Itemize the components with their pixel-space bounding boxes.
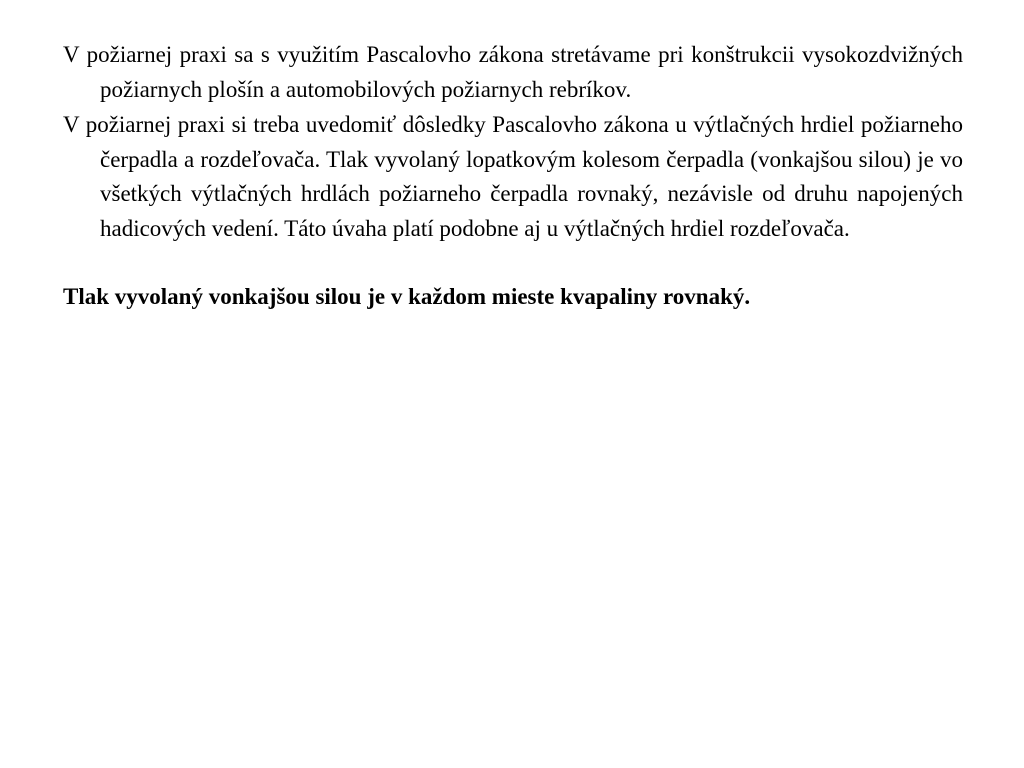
conclusion-statement: Tlak vyvolaný vonkajšou silou je v každom mieste kvapaliny rovnaký. bbox=[63, 283, 751, 309]
paragraph-pascal-platforms: V požiarnej praxi sa s využitím Pascalovho zákona stretávame pri konštrukcii vysokozdvižných požiarnych plošín a automobilových požiarnych rebríkov. bbox=[63, 42, 963, 102]
paragraph-pascal-pump: V požiarnej praxi si treba uvedomiť dôsledky Pascalovho zákona u výtlačných hrdiel požiarneho čerpadla a rozdeľovača. Tlak vyvolaný lopatkovým kolesom čerpadla (vonkajšou silou) je vo všetkých výtlačných hrdlách požiarneho čerpadla rovnaký, nezávisle od druhu napojených hadicových vedení. Táto úvaha platí podobne aj u výtlačných hrdiel rozdeľovača. bbox=[63, 112, 963, 241]
